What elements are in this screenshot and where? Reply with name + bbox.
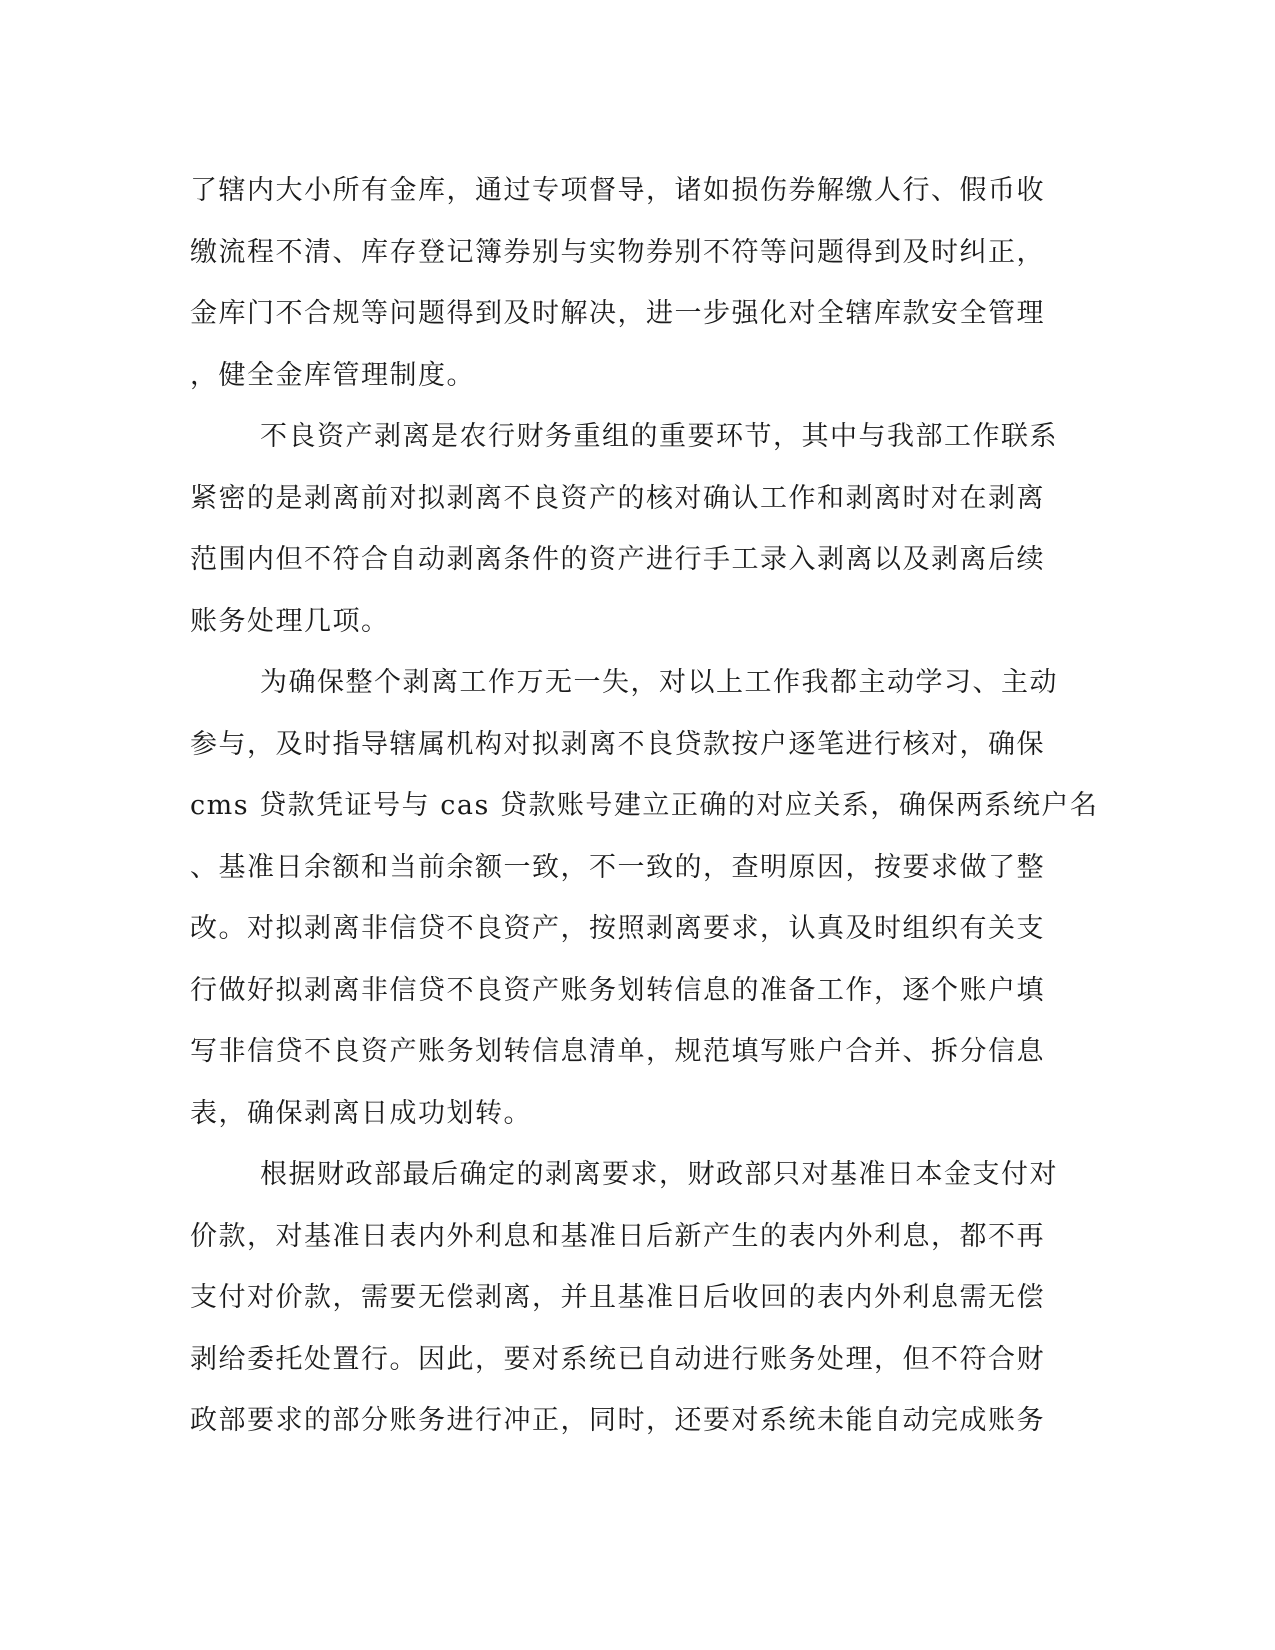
text-line: 金库门不合规等问题得到及时解决，进一步强化对全辖库款安全管理 (190, 298, 1045, 329)
text-line: 支付对价款，需要无偿剥离，并且基准日后收回的表内外利息需无偿 (190, 1282, 1045, 1313)
text-line: 范围内但不符合自动剥离条件的资产进行手工录入剥离以及剥离后续 (190, 544, 1045, 575)
text-line: 价款，对基准日表内外利息和基准日后新产生的表内外利息，都不再 (190, 1220, 1045, 1252)
text-line: 账务处理几项。 (190, 605, 390, 637)
text-line: 根据财政部最后确定的剥离要求，财政部只对基准日本金支付对 (260, 1159, 1058, 1190)
paragraph-4 (190, 1144, 1090, 1452)
text-line: 不良资产剥离是农行财务重组的重要环节，其中与我部工作联系 (260, 421, 1058, 452)
text-line: 政部要求的部分账务进行冲正，同时，还要对系统未能自动完成账务 (190, 1405, 1045, 1436)
text-line: 、基准日余额和当前余额一致，不一致的，查明原因，按要求做了整 (190, 851, 1045, 883)
text-line: 缴流程不清、库存登记簿券别与实物券别不符等问题得到及时纠正， (190, 236, 1045, 268)
paragraph-1 (190, 160, 1090, 406)
paragraph-2 (190, 406, 1090, 652)
text-line: 紧密的是剥离前对拟剥离不良资产的核对确认工作和剥离时对在剥离 (190, 482, 1045, 514)
text-line: 为确保整个剥离工作万无一失，对以上工作我都主动学习、主动 (260, 667, 1058, 698)
body-text (190, 160, 1099, 1452)
text-line: 表，确保剥离日成功划转。 (190, 1097, 532, 1129)
text-line: 了辖内大小所有金库，通过专项督导，诸如损伤券解缴人行、假币收 (190, 175, 1045, 206)
text-line: ，健全金库管理制度。 (190, 359, 475, 391)
text-line: 写非信贷不良资产账务划转信息清单，规范填写账户合并、拆分信息 (190, 1036, 1045, 1067)
paragraph-3 (190, 652, 1099, 1144)
text-line: 参与，及时指导辖属机构对拟剥离不良贷款按户逐笔进行核对，确保 (190, 728, 1045, 760)
text-line: 行做好拟剥离非信贷不良资产账务划转信息的准备工作，逐个账户填 (190, 974, 1045, 1006)
text-line: 剥给委托处置行。因此，要对系统已自动进行账务处理，但不符合财 (190, 1343, 1045, 1375)
text-line: 改。对拟剥离非信贷不良资产，按照剥离要求，认真及时组织有关支 (190, 913, 1045, 944)
text-line: cms 贷款凭证号与 cas 贷款账号建立正确的对应关系，确保两系统户名 (190, 790, 1099, 821)
